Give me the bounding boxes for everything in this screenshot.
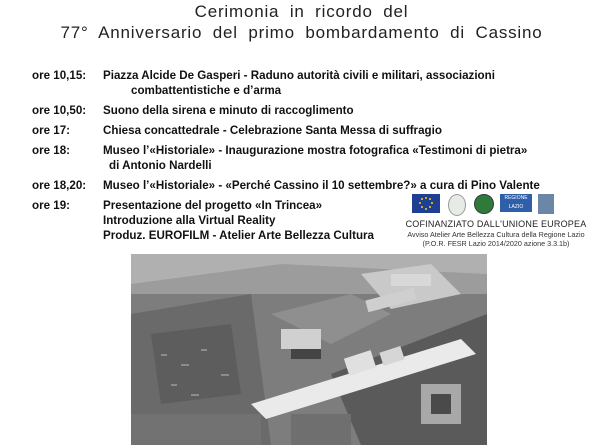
program-time: ore 17: <box>32 124 71 137</box>
title-line-1: Cerimonia in ricordo del <box>194 2 409 21</box>
regione-lazio-logo: REGIONE LAZIO <box>500 194 532 212</box>
program-item <box>32 123 592 138</box>
cofinanziato-title: COFINANZIATO DALL'UNIONE EUROPEA <box>405 219 587 229</box>
title-line-2: 77° Anniversario del primo bombardamento di Cassino <box>60 23 543 42</box>
program-time: ore 18,20: <box>32 179 87 192</box>
cofinanziato-line-1: Avviso Atelier Arte Bellezza Cultura della Regione Lazio <box>407 230 585 239</box>
program-text: Museo l’«Historiale» - Inaugurazione mostra fotografica «Testimoni di pietra» <box>103 144 528 157</box>
program-item <box>32 143 592 173</box>
por-logo-icon <box>538 194 554 214</box>
italy-emblem-icon <box>448 194 466 216</box>
program-item <box>32 178 592 193</box>
program-time: ore 18: <box>32 144 71 157</box>
program-text: Presentazione del progetto «In Trincea» <box>103 199 323 212</box>
program-time: ore 10,15: <box>32 69 87 82</box>
aerial-photo-drawing <box>131 254 487 445</box>
program-item <box>32 68 592 98</box>
cofinanziato-line-2: (P.O.R. FESR Lazio 2014/2020 azione 3.3.1b) <box>422 239 570 248</box>
program-text: Chiesa concattedrale - Celebrazione Santa Messa di suffragio <box>103 124 442 137</box>
eu-flag-icon <box>412 194 440 213</box>
republic-emblem-icon <box>474 194 494 214</box>
program-text: di Antonio Nardelli <box>109 159 212 172</box>
program-text: combattentistiche e d’arma <box>131 84 282 97</box>
program-text: Piazza Alcide De Gasperi - Raduno autorità civili e militari, associazioni <box>103 69 495 82</box>
aerial-photo <box>131 254 487 445</box>
program-time: ore 19: <box>32 199 71 212</box>
funding-logos <box>404 194 594 220</box>
program-text: Introduzione alla Virtual Reality <box>103 214 276 227</box>
program-time: ore 10,50: <box>32 104 87 117</box>
program-text: Museo l’«Historiale» - «Perché Cassino il 10 settembre?» a cura di Pino Valente <box>103 179 540 192</box>
program-item <box>32 103 592 118</box>
program-text: Produz. EUROFILM - Atelier Arte Bellezza Cultura <box>103 229 374 242</box>
program-text: Suono della sirena e minuto di raccoglimento <box>103 104 354 117</box>
